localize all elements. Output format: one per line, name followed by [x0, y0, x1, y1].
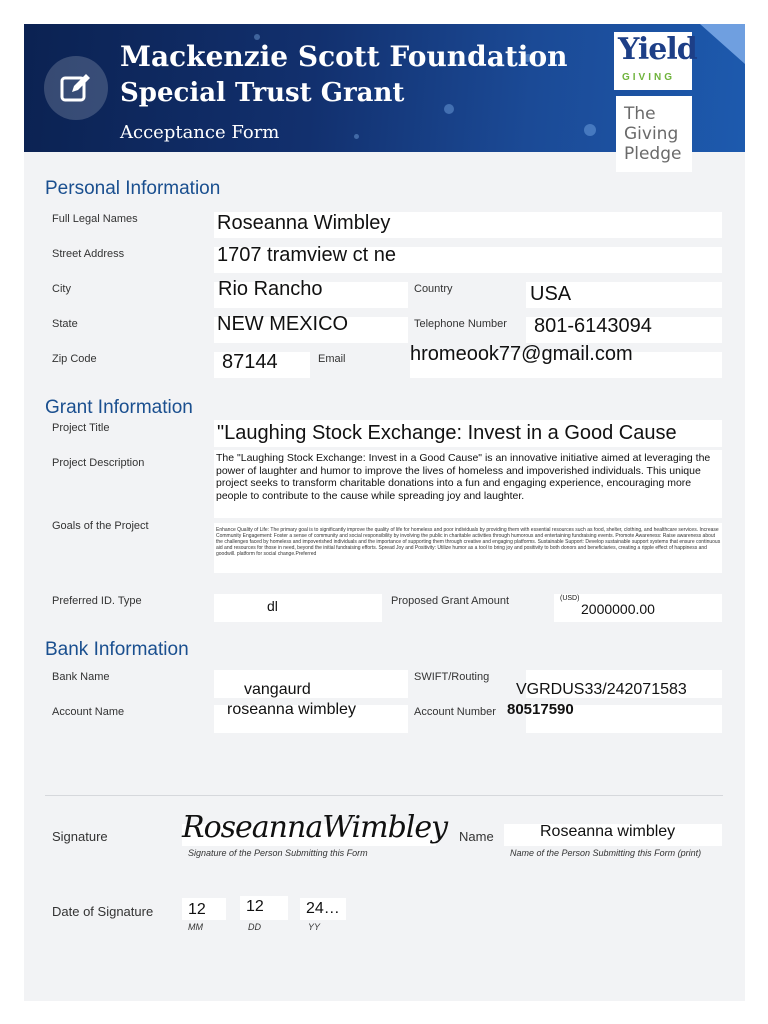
pledge-line2: Giving [624, 124, 679, 144]
project-description-label: Project Description [52, 457, 145, 469]
swift-value: VGRDUS33/242071583 [516, 681, 687, 698]
signature-caption: Signature of the Person Submitting this Form [188, 848, 368, 858]
id-type-label: Preferred ID. Type [52, 595, 142, 607]
giving-pledge-logo [616, 96, 692, 172]
project-title-label: Project Title [52, 422, 110, 434]
signature-label: Signature [52, 829, 108, 844]
signature-value: RoseannaWimbley [182, 810, 448, 845]
country-label: Country [414, 283, 453, 295]
bank-name-label: Bank Name [52, 671, 110, 683]
decor-dot [354, 134, 359, 139]
name-label: Name [459, 829, 494, 844]
account-name-value: roseanna wimbley [227, 701, 356, 718]
city-label: City [52, 283, 71, 295]
yield-logo-text: Yield [618, 32, 697, 67]
decor-dot [584, 124, 596, 136]
month-label: MM [188, 922, 203, 932]
zip-value: 87144 [222, 351, 278, 373]
city-value: Rio Rancho [218, 278, 323, 300]
form-subtitle: Acceptance Form [120, 122, 280, 143]
goals-label: Goals of the Project [52, 520, 149, 532]
amount-label: Proposed Grant Amount [391, 595, 510, 607]
foundation-title: Mackenzie Scott Foundation [120, 40, 568, 73]
email-label: Email [318, 353, 346, 365]
account-name-label: Account Name [52, 706, 125, 718]
grant-info-heading: Grant Information [45, 397, 193, 418]
pledge-line1: The [624, 104, 656, 124]
amount-value: 2000000.00 [581, 601, 655, 617]
month-value: 12 [188, 901, 206, 918]
grant-title: Special Trust Grant [120, 78, 405, 108]
street-value: 1707 tramview ct ne [217, 244, 396, 266]
decor-dot [444, 104, 454, 114]
bank-info-heading: Bank Information [45, 639, 189, 660]
state-value: NEW MEXICO [217, 313, 349, 335]
day-label: DD [248, 922, 261, 932]
personal-info-heading: Personal Information [45, 178, 221, 199]
account-number-value: 80517590 [507, 701, 574, 718]
phone-label: Telephone Number [414, 318, 507, 330]
currency-label: (USD) [560, 595, 580, 602]
phone-value: 801-6143094 [534, 315, 652, 337]
name-value: Roseanna wimbley [540, 823, 676, 840]
year-value: 24… [306, 900, 340, 917]
date-label: Date of Signature [52, 904, 154, 919]
full-name-value: Roseanna Wimbley [217, 212, 391, 234]
day-value: 12 [246, 898, 264, 915]
id-type-field[interactable] [214, 594, 382, 622]
goals-value: Enhance Quality of Life: The primary goal is to significantly improve the quality of life for homeless and poor individuals by providing them with essential resources such as food, shelter, clothing, and healthcare services. Increase Community Engagement: Foster a sense of community and social responsibility by involving the public in charitable activities through humorous and entertaining fundraising events. Promote Awareness: Raise awareness about the challenges faced by homeless and impoverished individuals and the importance of supporting them through creative and engaging platforms. Sustainable Support: Develop sustainable support systems that ensure continuous aid and resources for those in need, beyond the initial fundraising efforts. Spread Joy and Positivity: Utilize humor as a tool to bring joy and positivity to both donors and beneficiaries, creating a ripple effect of happiness and goodwill. platform for social change.Preferred [216, 527, 721, 557]
street-label: Street Address [52, 248, 125, 260]
yield-giving-logo [614, 32, 697, 90]
pledge-line3: Pledge [624, 144, 682, 164]
swift-label: SWIFT/Routing [414, 671, 490, 683]
corner-accent [700, 24, 745, 64]
email-value: hromeook77@gmail.com [410, 343, 633, 365]
account-number-label: Account Number [414, 706, 496, 718]
project-title-value: "Laughing Stock Exchange: Invest in a Good Cause [217, 422, 677, 444]
giving-logo-text: GIVING [622, 72, 676, 83]
full-name-label: Full Legal Names [52, 213, 138, 225]
state-label: State [52, 318, 78, 330]
name-caption: Name of the Person Submitting this Form (print) [510, 848, 702, 858]
project-description-value: The "Laughing Stock Exchange: Invest in a Good Cause" is an innovative initiative aimed at leveraging the power of laughter and humor to improve the lives of homeless and impoverished individuals. This unique project seeks to transform charitable donations into a fun and engaging experience, encouraging more people to contribute to the cause while spreading joy and laughter. [216, 452, 711, 502]
id-type-value: dl [267, 598, 278, 614]
edit-icon [44, 56, 108, 120]
bank-name-value: vangaurd [244, 681, 311, 698]
form-page [24, 24, 745, 1001]
year-label: YY [308, 922, 321, 932]
zip-label: Zip Code [52, 353, 97, 365]
country-value: USA [530, 283, 572, 305]
section-divider [45, 795, 723, 796]
